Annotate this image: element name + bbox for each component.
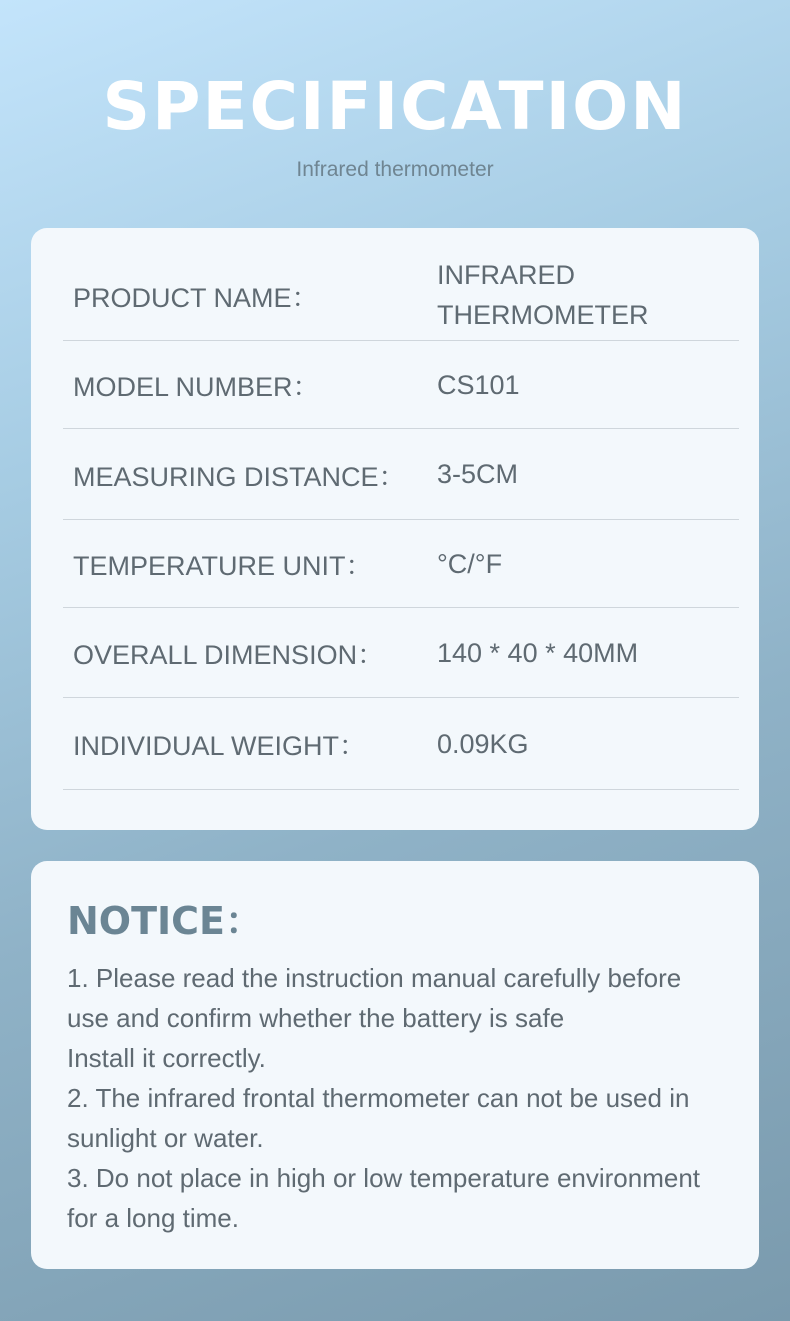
spec-label: INDIVIDUAL WEIGHT： [73, 731, 367, 761]
spec-label: MEASURING DISTANCE： [73, 461, 406, 492]
notice-line: 2. The infrared frontal thermometer can not be used in [67, 1083, 690, 1113]
spec-value: °C/°F [437, 548, 503, 579]
specification-table [63, 250, 739, 790]
spec-row-product-name [63, 250, 739, 341]
spec-row-measuring-distance [63, 429, 739, 520]
notice-title: NOTICE： [67, 899, 264, 943]
notice-line: 1. Please read the instruction manual carefully before [67, 963, 682, 993]
spec-value: 0.09KG [437, 728, 529, 759]
notice-line: 3. Do not place in high or low temperature environment [67, 1163, 701, 1193]
spec-value: CS101 [437, 369, 520, 400]
spec-row-temperature-unit [63, 520, 739, 608]
specification-card [31, 228, 759, 830]
spec-label: OVERALL DIMENSION： [73, 640, 385, 670]
page-subtitle: Infrared thermometer [296, 158, 494, 181]
spec-label: PRODUCT NAME： [73, 282, 319, 313]
spec-value: 3-5CM [437, 459, 519, 489]
spec-value [437, 255, 739, 335]
page-title: SPECIFICATION [102, 68, 688, 145]
spec-label: TEMPERATURE UNIT： [73, 551, 373, 581]
spec-row-model-number [63, 341, 739, 429]
spec-row-individual-weight [63, 698, 739, 790]
notice-body [67, 958, 737, 1238]
spec-row-overall-dimension [63, 608, 739, 698]
notice-card [31, 861, 759, 1269]
spec-value-line: THERMOMETER [437, 300, 649, 330]
notice-line: use and confirm whether the battery is safe [67, 1003, 565, 1033]
spec-value: 140 * 40 * 40MM [437, 637, 639, 668]
page-header [0, 62, 790, 184]
notice-line: sunlight or water. [67, 1123, 264, 1153]
notice-line: Install it correctly. [67, 1043, 266, 1073]
notice-line: for a long time. [67, 1203, 239, 1233]
spec-label: MODEL NUMBER： [73, 372, 320, 402]
spec-value-line: INFRARED [437, 260, 576, 290]
